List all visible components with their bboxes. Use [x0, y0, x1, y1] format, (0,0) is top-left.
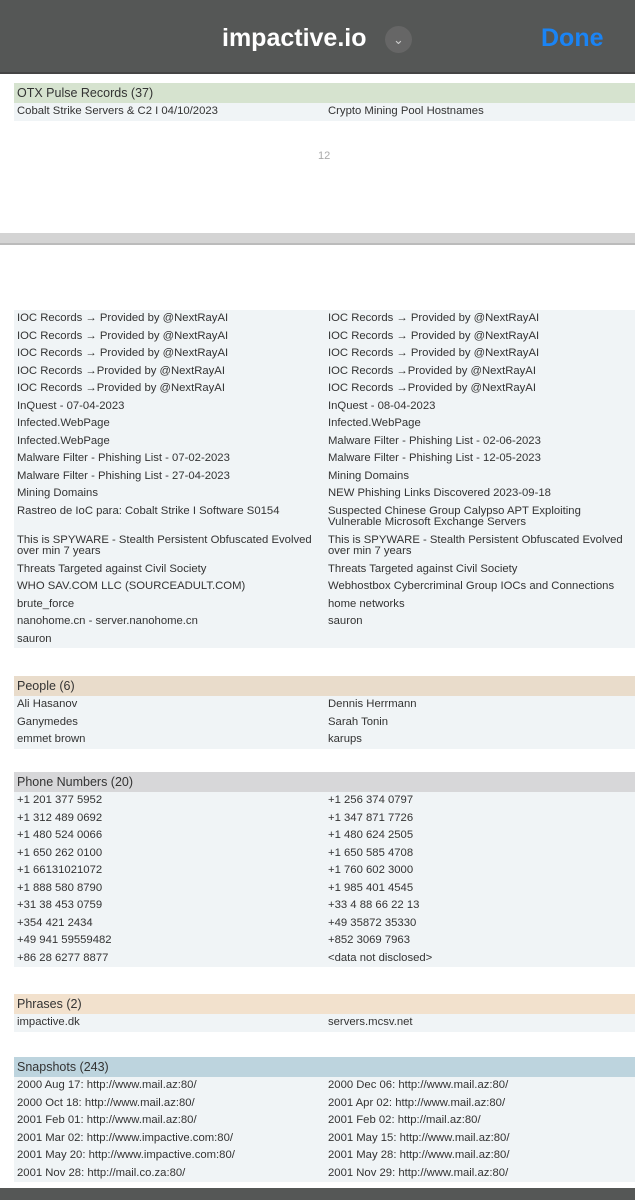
table-row [14, 1165, 635, 1183]
table-cell: +354 421 2434 [17, 916, 93, 929]
otx-section [14, 83, 635, 121]
table-row [14, 714, 635, 732]
table-row [14, 380, 635, 398]
table-cell: home networks [325, 599, 635, 611]
table-row [14, 810, 635, 828]
table-row [14, 915, 635, 933]
phones-section [14, 772, 635, 967]
table-row [14, 328, 635, 346]
table-cell: IOC Records →Provided by @NextRayAI [17, 364, 225, 377]
table-cell: +852 3069 7963 [325, 935, 635, 947]
table-row [14, 845, 635, 863]
table-cell: IOC Records → Provided by @NextRayAI [17, 312, 229, 324]
table-row [14, 1095, 635, 1113]
table-cell: Malware Filter - Phishing List - 27-04-2023 [17, 469, 230, 482]
table-cell: +1 888 580 8790 [17, 881, 103, 894]
table-cell: Threats Targeted against Civil Society [17, 562, 207, 575]
table-cell: Ali Hasanov [17, 698, 78, 710]
table-cell: sauron [17, 632, 52, 645]
table-row [14, 532, 635, 561]
table-cell: IOC Records →Provided by @NextRayAI [325, 383, 635, 395]
table-cell: This is SPYWARE - Stealth Persistent Obfuscated Evolved over min 7 years [325, 535, 635, 558]
table-row [14, 415, 635, 433]
table-row [14, 1147, 635, 1165]
table-cell: IOC Records →Provided by @NextRayAI [325, 366, 635, 378]
table-cell: InQuest - 08-04-2023 [325, 401, 635, 413]
table-cell: Suspected Chinese Group Calypso APT Exploiting Vulnerable Microsoft Exchange Servers [325, 506, 635, 529]
table-row [14, 1130, 635, 1148]
table-row [14, 827, 635, 845]
table-row [14, 696, 635, 714]
table-row [14, 468, 635, 486]
table-cell: Malware Filter - Phishing List - 12-05-2023 [325, 453, 635, 465]
table-cell: servers.mcsv.net [325, 1017, 635, 1029]
table-cell: 2001 Nov 29: http://www.mail.az:80/ [325, 1168, 635, 1180]
section-header: Snapshots (243) [14, 1057, 635, 1077]
table-cell: brute_force [17, 597, 75, 610]
table-row [14, 613, 635, 631]
table-row [14, 932, 635, 950]
ioc-table [14, 310, 635, 648]
table-cell: sauron [325, 616, 635, 628]
table-cell: InQuest - 07-04-2023 [17, 399, 125, 412]
table-cell: 2000 Dec 06: http://www.mail.az:80/ [325, 1080, 635, 1092]
table-cell: 2001 Feb 01: http://www.mail.az:80/ [17, 1114, 197, 1126]
table-cell: Ganymedes [17, 715, 78, 728]
phrases-table [14, 1014, 635, 1032]
table-cell: Crypto Mining Pool Hostnames [325, 106, 635, 118]
table-cell: Infected.WebPage [17, 417, 110, 429]
table-cell: +1 650 262 0100 [17, 846, 103, 859]
table-cell: +1 201 377 5952 [17, 794, 103, 806]
table-cell: Mining Domains [17, 487, 98, 499]
table-cell: 2000 Oct 18: http://www.mail.az:80/ [17, 1096, 195, 1109]
section-header: OTX Pulse Records (37) [14, 83, 635, 103]
snapshots-section [14, 1057, 635, 1182]
table-cell: +86 28 6277 8877 [17, 951, 109, 964]
table-row [14, 862, 635, 880]
table-cell: IOC Records → Provided by @NextRayAI [17, 347, 229, 359]
table-cell: +1 985 401 4545 [325, 883, 635, 895]
table-row [14, 897, 635, 915]
table-row [14, 103, 635, 121]
table-cell: +49 35872 35330 [325, 918, 635, 930]
table-row [14, 561, 635, 579]
table-cell: +1 312 489 0692 [17, 811, 103, 824]
page-number: 12 [318, 150, 331, 162]
table-cell: 2001 Mar 02: http://www.impactive.com:80/ [17, 1131, 233, 1144]
table-cell: 2001 Apr 02: http://www.mail.az:80/ [325, 1098, 635, 1110]
table-cell: IOC Records →Provided by @NextRayAI [17, 382, 225, 394]
table-cell: Mining Domains [325, 471, 635, 483]
table-row [14, 345, 635, 363]
table-row [14, 792, 635, 810]
people-section [14, 676, 635, 749]
table-cell: Threats Targeted against Civil Society [325, 564, 635, 576]
table-cell: emmet brown [17, 733, 86, 745]
bottom-toolbar [0, 1188, 635, 1200]
table-cell: Cobalt Strike Servers & C2 I 04/10/2023 [17, 105, 218, 117]
table-cell: 2001 Nov 28: http://mail.co.za:80/ [17, 1166, 186, 1179]
chevron-down-icon[interactable]: ⌄ [385, 26, 412, 53]
table-cell: 2001 May 28: http://www.mail.az:80/ [325, 1150, 635, 1162]
table-cell: +1 480 624 2505 [325, 830, 635, 842]
table-cell: Dennis Herrmann [325, 699, 635, 711]
table-cell: 2001 May 20: http://www.impactive.com:80/ [17, 1149, 235, 1161]
people-table [14, 696, 635, 749]
phrases-section [14, 994, 635, 1032]
table-cell: Rastreo de IoC para: Cobalt Strike I Software S0154 [17, 504, 280, 517]
table-cell: +1 480 524 0066 [17, 829, 103, 841]
table-cell: Sarah Tonin [325, 717, 635, 729]
table-row [14, 1077, 635, 1095]
table-row [14, 880, 635, 898]
table-cell: +1 256 374 0797 [325, 795, 635, 807]
table-cell: This is SPYWARE - Stealth Persistent Obfuscated Evolved over min 7 years [17, 533, 312, 557]
table-cell: IOC Records → Provided by @NextRayAI [17, 329, 229, 342]
otx-table [14, 103, 635, 121]
table-cell: 2001 May 15: http://www.mail.az:80/ [325, 1133, 635, 1145]
section-header: Phone Numbers (20) [14, 772, 635, 792]
table-row [14, 485, 635, 503]
page-divider [0, 233, 635, 245]
table-cell: WHO SAV.COM LLC (SOURCEADULT.COM) [17, 580, 246, 592]
table-cell: Malware Filter - Phishing List - 02-06-2023 [325, 436, 635, 448]
table-row [14, 310, 635, 328]
site-title: impactive.io [222, 24, 367, 52]
top-bar [0, 0, 635, 74]
table-cell: impactive.dk [17, 1016, 80, 1028]
table-cell: IOC Records → Provided by @NextRayAI [325, 331, 635, 343]
table-cell: +1 760 602 3000 [325, 865, 635, 877]
table-cell: 2001 Feb 02: http://mail.az:80/ [325, 1115, 635, 1127]
table-row [14, 950, 635, 968]
done-button[interactable]: Done [541, 24, 604, 52]
table-cell: +1 66131021072 [17, 864, 103, 876]
table-cell: +1 650 585 4708 [325, 848, 635, 860]
table-row [14, 631, 635, 649]
snapshots-table [14, 1077, 635, 1182]
table-cell: +49 941 59559482 [17, 934, 112, 946]
table-row [14, 363, 635, 381]
table-cell: +31 38 453 0759 [17, 899, 103, 911]
table-cell: +1 347 871 7726 [325, 813, 635, 825]
table-cell: <data not disclosed> [325, 953, 635, 965]
table-cell: IOC Records → Provided by @NextRayAI [325, 313, 635, 325]
table-row [14, 450, 635, 468]
table-cell: IOC Records → Provided by @NextRayAI [325, 348, 635, 360]
ioc-section [14, 310, 635, 648]
table-row [14, 398, 635, 416]
table-cell: Webhostbox Cybercriminal Group IOCs and Connections [325, 581, 635, 593]
table-cell: Infected.WebPage [325, 418, 635, 430]
table-row [14, 731, 635, 749]
section-header: Phrases (2) [14, 994, 635, 1014]
table-row [14, 433, 635, 451]
table-row [14, 1112, 635, 1130]
table-cell: Malware Filter - Phishing List - 07-02-2023 [17, 452, 230, 464]
table-row [14, 578, 635, 596]
table-cell: NEW Phishing Links Discovered 2023-09-18 [325, 488, 635, 500]
table-cell: nanohome.cn - server.nanohome.cn [17, 615, 198, 627]
table-row [14, 596, 635, 614]
section-header: People (6) [14, 676, 635, 696]
table-row [14, 1014, 635, 1032]
table-cell [325, 634, 635, 646]
table-cell: Infected.WebPage [17, 434, 110, 447]
table-cell: 2000 Aug 17: http://www.mail.az:80/ [17, 1079, 197, 1091]
table-cell: +33 4 88 66 22 13 [325, 900, 635, 912]
phones-table [14, 792, 635, 967]
table-row [14, 503, 635, 532]
table-cell: karups [325, 734, 635, 746]
